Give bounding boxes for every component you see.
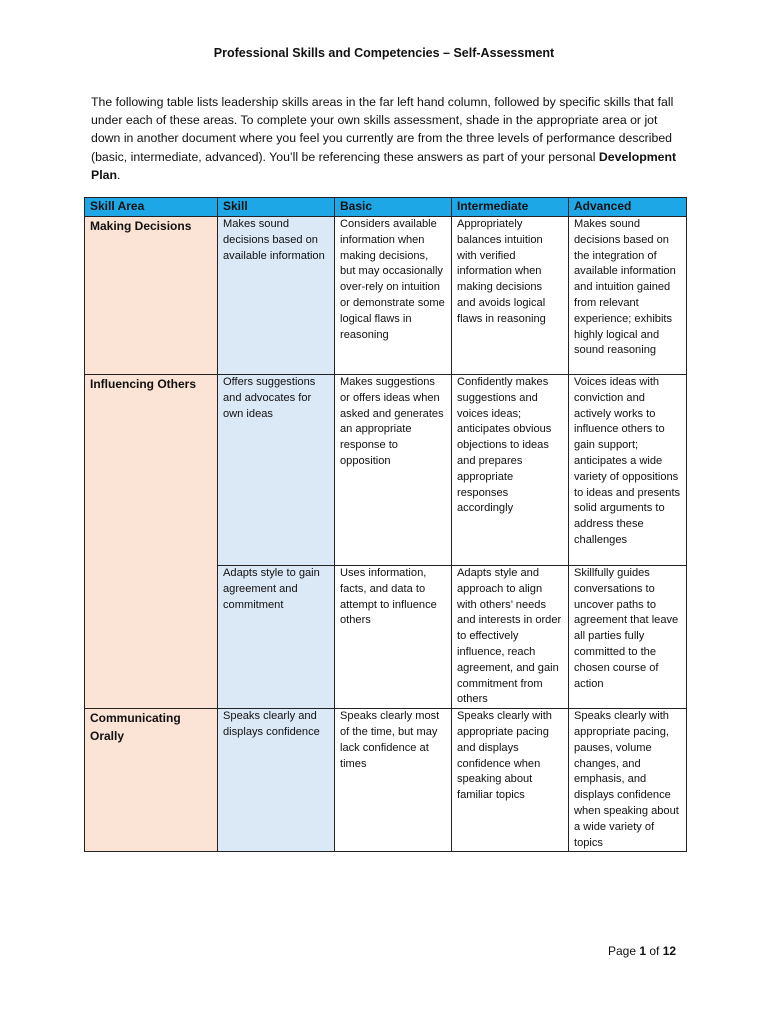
intermediate-cell: Appropriately balances intuition with verified information when making decisions and avoids logical flaws in reasoning (452, 217, 569, 375)
table-header-row (85, 198, 687, 217)
page-of: of (646, 944, 663, 958)
skill-cell: Adapts style to gain agreement and commitment (218, 566, 335, 709)
advanced-cell: Voices ideas with conviction and actively works to influence others to gain support; anticipates a wide variety of oppositions to ideas and presents solid arguments to address these challenges (569, 375, 687, 566)
basic-cell: Considers available information when making decisions, but may occasionally over-rely on intuition or demonstrate some logical flaws in reasoning (335, 217, 452, 375)
intermediate-cell: Confidently makes suggestions and voices ideas; anticipates obvious objections to ideas and prepares appropriate responses accordingly (452, 375, 569, 566)
intro-end: . (116, 167, 121, 182)
header-basic: Basic (335, 198, 452, 217)
advanced-cell: Skillfully guides conversations to uncover paths to agreement that leave all parties fully committed to the chosen course of action (569, 566, 687, 709)
header-intermediate: Intermediate (452, 198, 569, 217)
header-skill: Skill (218, 198, 335, 217)
intermediate-cell: Adapts style and approach to align with others’ needs and interests in order to effectively influence, reach agreement, and gain commitment from others (452, 566, 569, 709)
skill-area-influencing-others: Influencing Others (85, 375, 218, 709)
advanced-cell: Speaks clearly with appropriate pacing, pauses, volume changes, and emphasis, and displays confidence when speaking about a wide variety of topics (569, 709, 687, 852)
page-title: Professional Skills and Competencies – Self-Assessment (213, 46, 555, 60)
intermediate-cell: Speaks clearly with appropriate pacing and displays confidence when speaking about familiar topics (452, 709, 569, 852)
total-pages: 12 (662, 944, 677, 958)
header-skill-area: Skill Area (85, 198, 218, 217)
skills-table (84, 197, 687, 852)
current-page: 1 (639, 944, 647, 958)
header-advanced: Advanced (569, 198, 687, 217)
skill-cell: Offers suggestions and advocates for own ideas (218, 375, 335, 566)
intro-text: The following table lists leadership skills areas in the far left hand column, followed by specific skills that fall under each of these areas. To complete your own skills assessment, shade in the appropriate area or jot down in another document where you feel you currently are from the three levels of performance described (basic, intermediate, advanced). You’ll be referencing these answers as part of your personal (91, 95, 674, 164)
table-row (85, 217, 687, 375)
skill-cell: Speaks clearly and displays confidence (218, 709, 335, 852)
table-row (85, 375, 687, 566)
page-prefix: Page (608, 944, 640, 958)
development-plan-term: Development Plan (91, 149, 677, 182)
basic-cell: Speaks clearly most of the time, but may lack confidence at times (335, 709, 452, 852)
page-number (608, 944, 676, 958)
skill-cell: Makes sound decisions based on available information (218, 217, 335, 375)
intro-paragraph (91, 93, 681, 184)
table-row (85, 709, 687, 852)
advanced-cell: Makes sound decisions based on the integration of available information and intuition gained from relevant experience; exhibits highly logical and sound reasoning (569, 217, 687, 375)
skill-area-making-decisions: Making Decisions (85, 217, 218, 375)
basic-cell: Uses information, facts, and data to attempt to influence others (335, 566, 452, 709)
basic-cell: Makes suggestions or offers ideas when asked and generates an appropriate response to opposition (335, 375, 452, 566)
skill-area-communicating-orally: Communicating Orally (85, 709, 218, 852)
